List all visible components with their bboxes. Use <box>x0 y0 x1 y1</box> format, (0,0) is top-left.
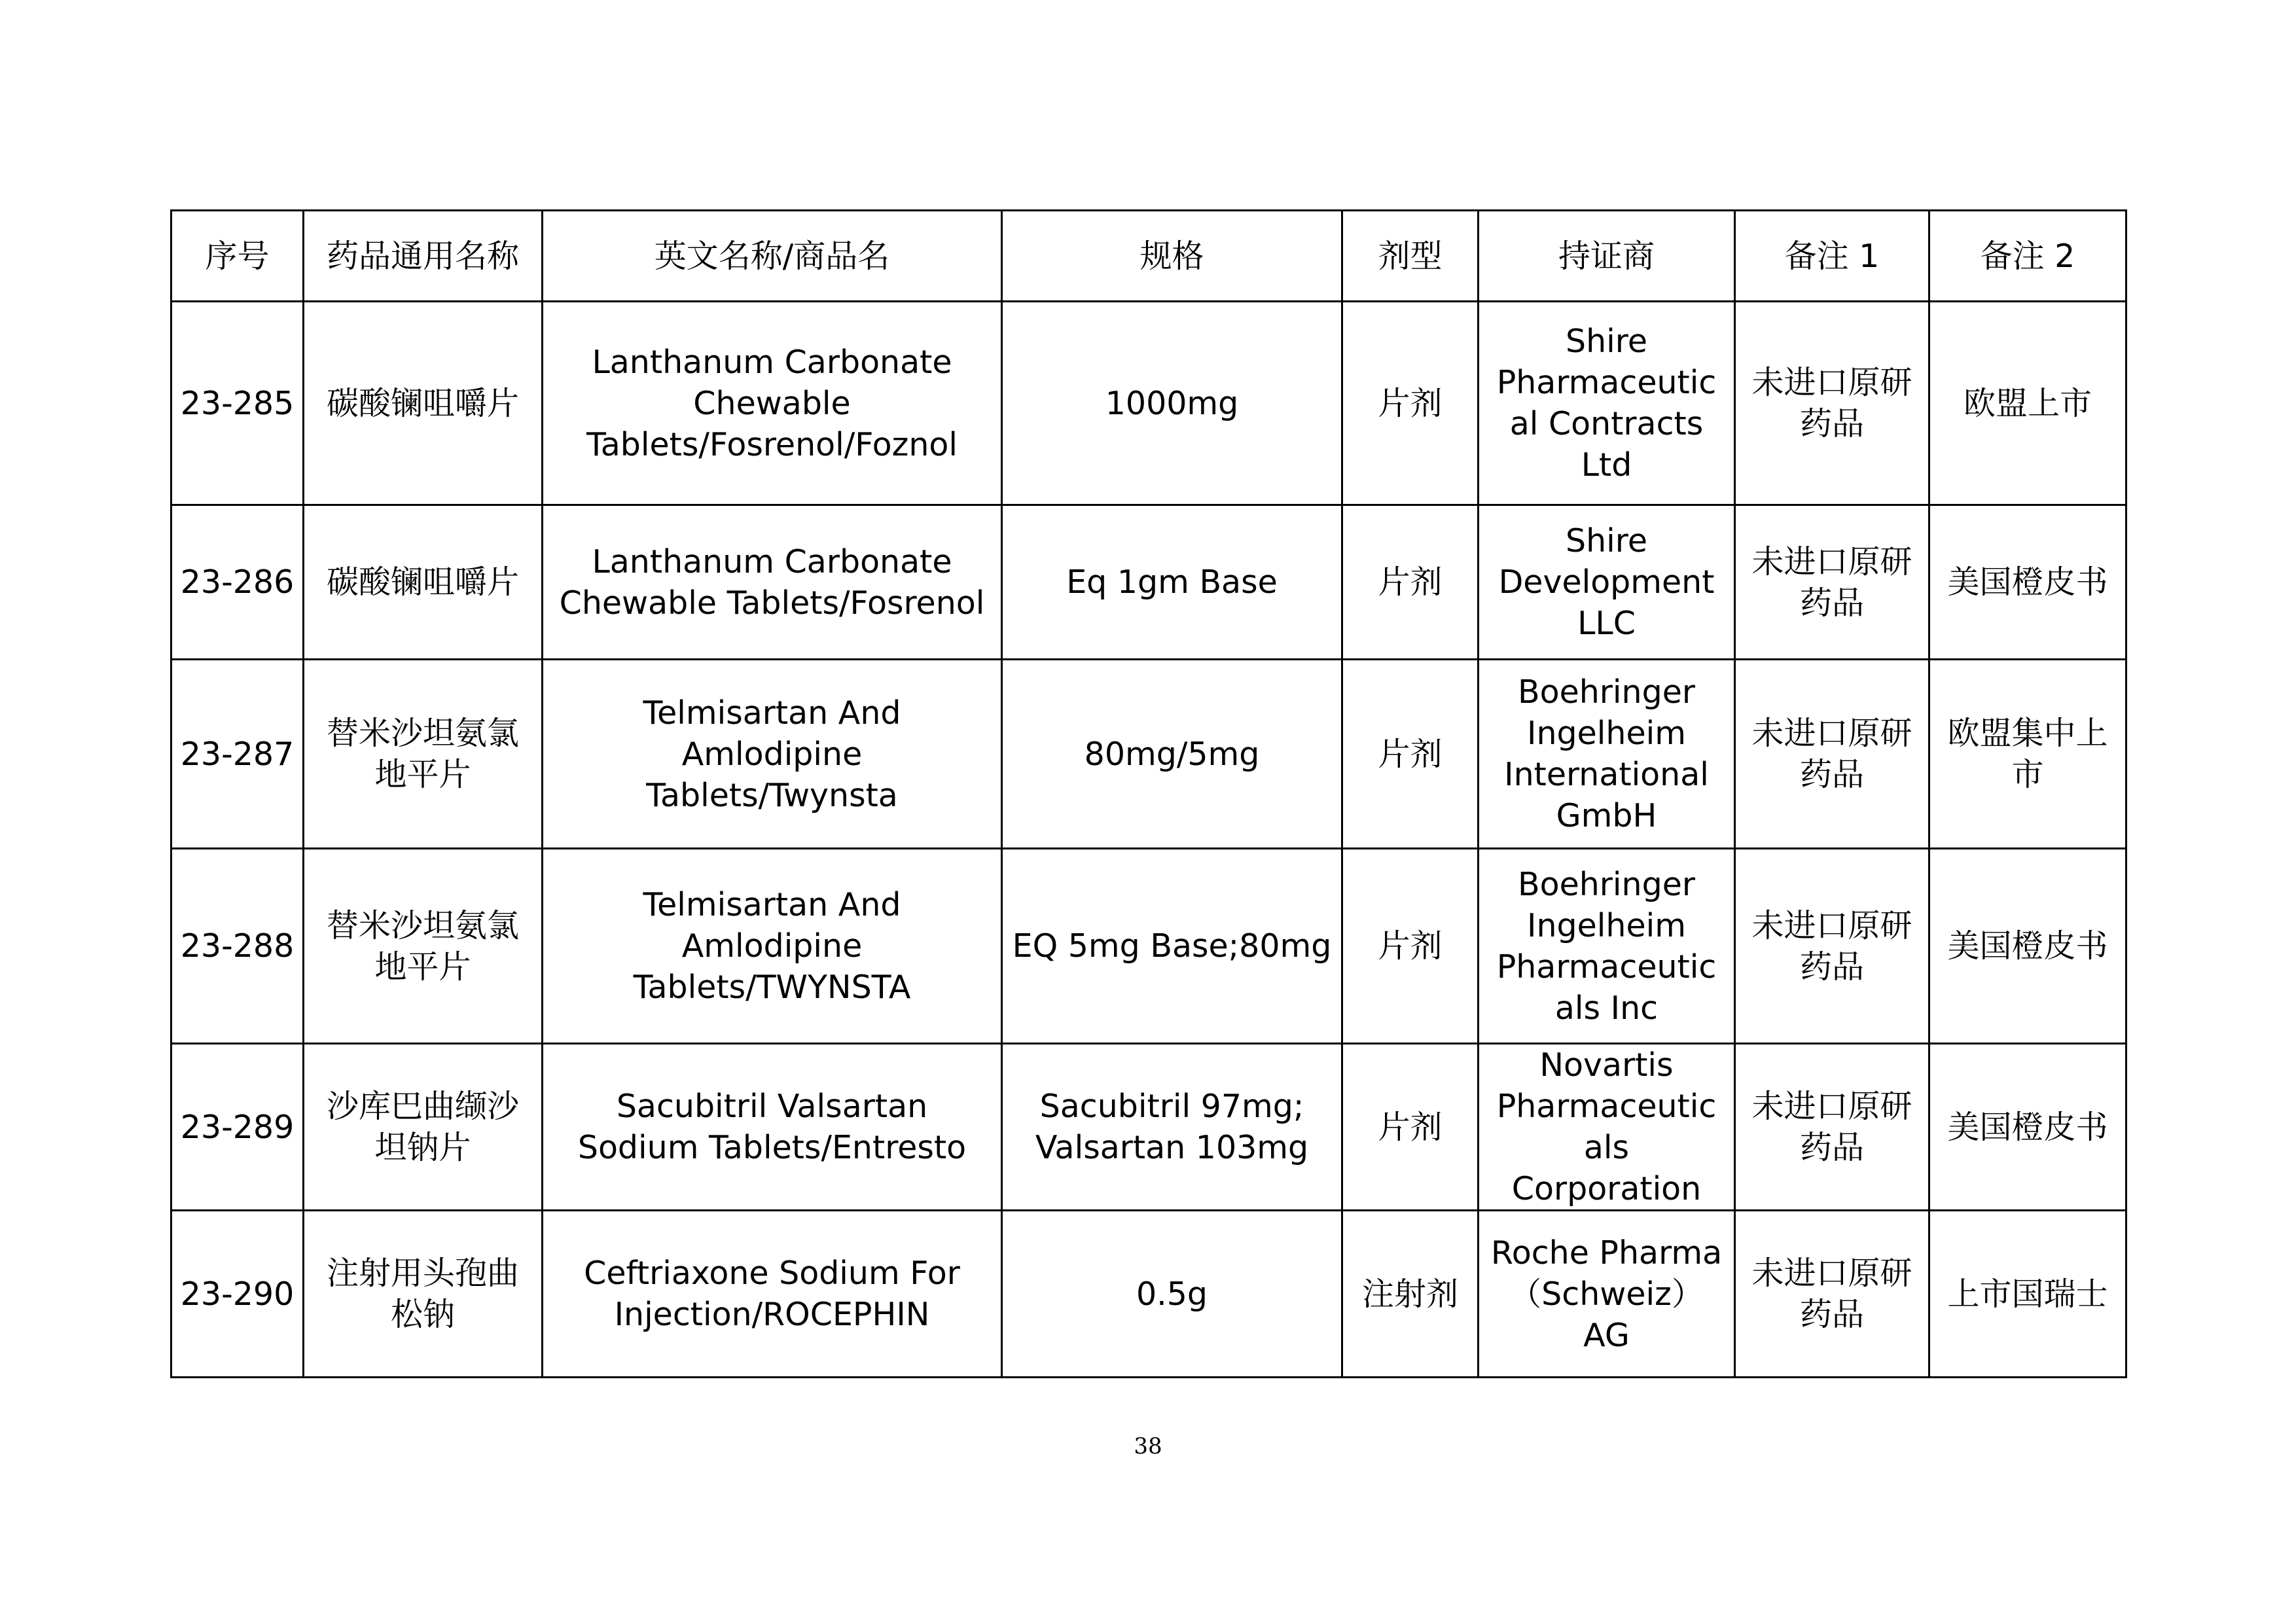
table-header-row <box>171 211 2126 302</box>
header-cell-note2: 备注 2 <box>1929 211 2126 302</box>
table-row <box>171 505 2126 660</box>
table-row <box>171 302 2126 505</box>
cell-holder: Boehringer Ingelheim International GmbH <box>1479 660 1735 849</box>
cell-spec: EQ 5mg Base;80mg <box>1002 849 1342 1044</box>
cell-holder: Roche Pharma（Schweiz） AG <box>1479 1211 1735 1378</box>
cell-holder: Boehringer Ingelheim Pharmaceuticals Inc <box>1479 849 1735 1044</box>
cell-form: 片剂 <box>1342 302 1479 505</box>
cell-note2: 欧盟集中上市 <box>1929 660 2126 849</box>
page-number: 38 <box>1134 1433 1162 1459</box>
cell-generic-name: 沙库巴曲缬沙坦钠片 <box>304 1044 543 1211</box>
cell-note2: 美国橙皮书 <box>1929 849 2126 1044</box>
cell-holder: Shire Development LLC <box>1479 505 1735 660</box>
cell-id: 23-286 <box>171 505 304 660</box>
cell-generic-name: 碳酸镧咀嚼片 <box>304 302 543 505</box>
cell-note2: 欧盟上市 <box>1929 302 2126 505</box>
cell-english-name: Lanthanum Carbonate Chewable Tablets/Fosrenol/Foznol <box>543 302 1002 505</box>
cell-generic-name: 替米沙坦氨氯地平片 <box>304 660 543 849</box>
header-cell-id: 序号 <box>171 211 304 302</box>
drug-table <box>170 209 2127 1378</box>
table-row <box>171 1211 2126 1378</box>
header-cell-english-name: 英文名称/商品名 <box>543 211 1002 302</box>
cell-id: 23-288 <box>171 849 304 1044</box>
header-cell-spec: 规格 <box>1002 211 1342 302</box>
cell-english-name: Ceftriaxone Sodium For Injection/ROCEPHIN <box>543 1211 1002 1378</box>
cell-note1: 未进口原研药品 <box>1735 505 1929 660</box>
cell-english-name: Telmisartan And Amlodipine Tablets/Twynsta <box>543 660 1002 849</box>
cell-note1: 未进口原研药品 <box>1735 1211 1929 1378</box>
table-row <box>171 660 2126 849</box>
table-row <box>171 1044 2126 1211</box>
cell-note1: 未进口原研药品 <box>1735 302 1929 505</box>
cell-form: 片剂 <box>1342 849 1479 1044</box>
cell-spec: 0.5g <box>1002 1211 1342 1378</box>
header-cell-holder: 持证商 <box>1479 211 1735 302</box>
cell-spec: Eq 1gm Base <box>1002 505 1342 660</box>
cell-english-name: Telmisartan And Amlodipine Tablets/TWYNSTA <box>543 849 1002 1044</box>
cell-note1: 未进口原研药品 <box>1735 1044 1929 1211</box>
cell-form: 注射剂 <box>1342 1211 1479 1378</box>
cell-id: 23-289 <box>171 1044 304 1211</box>
cell-id: 23-287 <box>171 660 304 849</box>
cell-holder: Novartis Pharmaceuticals Corporation <box>1479 1044 1735 1211</box>
header-cell-generic-name: 药品通用名称 <box>304 211 543 302</box>
cell-spec: 80mg/5mg <box>1002 660 1342 849</box>
cell-id: 23-285 <box>171 302 304 505</box>
cell-spec: 1000mg <box>1002 302 1342 505</box>
cell-form: 片剂 <box>1342 505 1479 660</box>
cell-note1: 未进口原研药品 <box>1735 660 1929 849</box>
header-cell-note1: 备注 1 <box>1735 211 1929 302</box>
cell-note2: 美国橙皮书 <box>1929 505 2126 660</box>
cell-english-name: Lanthanum Carbonate Chewable Tablets/Fosrenol <box>543 505 1002 660</box>
header-cell-form: 剂型 <box>1342 211 1479 302</box>
cell-form: 片剂 <box>1342 1044 1479 1211</box>
cell-generic-name: 注射用头孢曲松钠 <box>304 1211 543 1378</box>
cell-note2: 上市国瑞士 <box>1929 1211 2126 1378</box>
cell-id: 23-290 <box>171 1211 304 1378</box>
cell-english-name: Sacubitril Valsartan Sodium Tablets/Entresto <box>543 1044 1002 1211</box>
table-row <box>171 849 2126 1044</box>
cell-holder: Shire Pharmaceutical Contracts Ltd <box>1479 302 1735 505</box>
cell-note1: 未进口原研药品 <box>1735 849 1929 1044</box>
cell-generic-name: 碳酸镧咀嚼片 <box>304 505 543 660</box>
cell-generic-name: 替米沙坦氨氯地平片 <box>304 849 543 1044</box>
cell-note2: 美国橙皮书 <box>1929 1044 2126 1211</box>
cell-spec: Sacubitril 97mg; Valsartan 103mg <box>1002 1044 1342 1211</box>
cell-form: 片剂 <box>1342 660 1479 849</box>
